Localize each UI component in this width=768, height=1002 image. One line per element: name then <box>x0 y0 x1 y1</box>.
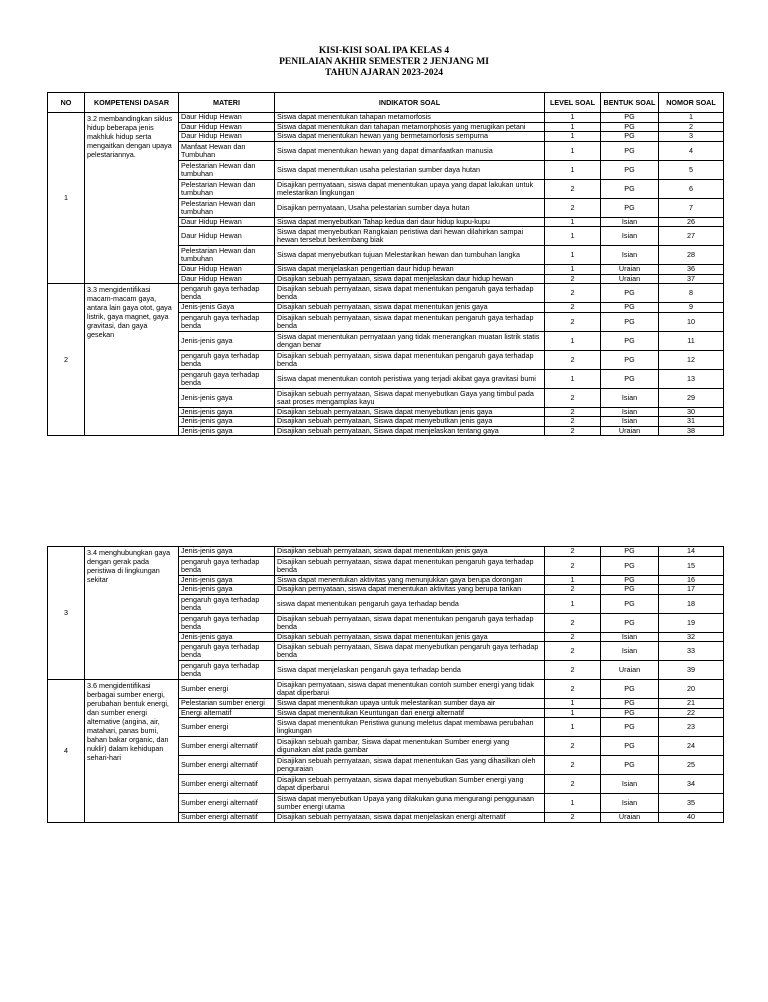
bentuk-cell: PG <box>601 284 659 303</box>
header-nomor-soal: NOMOR SOAL <box>659 93 724 113</box>
bentuk-cell: Isian <box>601 642 659 661</box>
nomor-cell: 9 <box>659 303 724 313</box>
indikator-cell: Siswa dapat menentukan hewan yang bermetamorfosis sempurna <box>275 132 545 142</box>
materi-cell: Sumber energi alternatif <box>179 775 275 794</box>
indikator-cell: Siswa dapat menentukan Peristiwa gunung meletus dapat membawa perubahan lingkungan <box>275 718 545 737</box>
materi-cell: Pelestarian Hewan dan tumbuhan <box>179 246 275 265</box>
indikator-cell: Siswa dapat menyebutkan Rangkaian peristiwa dari hewan dilahirkan sampai hewan tersebut berkembang biak <box>275 227 545 246</box>
table-row <box>48 284 724 303</box>
kompetensi-dasar-cell: 3.4 menghubungkan gaya dengan gerak pada peristiwa di lingkungan sekitar <box>85 547 179 680</box>
kisi-kisi-table-page2 <box>47 546 724 823</box>
level-cell: 1 <box>545 246 601 265</box>
nomor-cell: 4 <box>659 141 724 160</box>
materi-cell: Daur Hidup Hewan <box>179 217 275 227</box>
indikator-cell: Disajikan sebuah pernyataan, Siswa dapat menyebutkan pengaruh gaya terhadap benda <box>275 642 545 661</box>
materi-cell: pengaruh gaya terhadap benda <box>179 284 275 303</box>
bentuk-cell: PG <box>601 708 659 718</box>
nomor-cell: 24 <box>659 737 724 756</box>
level-cell: 2 <box>545 756 601 775</box>
bentuk-cell: Isian <box>601 417 659 427</box>
level-cell: 2 <box>545 312 601 331</box>
indikator-cell: Disajikan sebuah pernyataan, Siswa dapat menyebutkan jenis gaya <box>275 417 545 427</box>
level-cell: 2 <box>545 632 601 642</box>
nomor-cell: 18 <box>659 594 724 613</box>
indikator-cell: Disajikan pernyataan, siswa dapat menentukan contoh sumber energi yang tidak dapat diperbarui <box>275 680 545 699</box>
indikator-cell: Disajikan sebuah pernyataan, siswa dapat menentukan pengaruh gaya terhadap benda <box>275 312 545 331</box>
indikator-cell: Disajikan sebuah pernyataan, Siswa dapat menyebutkan jenis gaya <box>275 407 545 417</box>
kompetensi-dasar-cell: 3.2 membandingkan siklus hidup beberapa jenis makhluk hidup serta mengaitkan dengan upaya pelestariannya. <box>85 113 179 284</box>
bentuk-cell: PG <box>601 585 659 595</box>
materi-cell: Sumber energi <box>179 680 275 699</box>
nomor-cell: 28 <box>659 246 724 265</box>
indikator-cell: Siswa dapat menyebutkan tujuan Melestarikan hewan dan tumbuhan langka <box>275 246 545 265</box>
indikator-cell: Disajikan sebuah pernyataan, siswa dapat menentukan pengaruh gaya terhadap benda <box>275 350 545 369</box>
materi-cell: Jenis-jenis gaya <box>179 585 275 595</box>
nomor-cell: 35 <box>659 794 724 813</box>
bentuk-cell: Uraian <box>601 265 659 275</box>
materi-cell: Jenis-jenis gaya <box>179 331 275 350</box>
indikator-cell: Disajikan sebuah pernyataan, siswa dapat menentukan pengaruh gaya terhadap benda <box>275 284 545 303</box>
bentuk-cell: PG <box>601 312 659 331</box>
level-cell: 2 <box>545 680 601 699</box>
indikator-cell: Siswa dapat menentukan Keuntungan dari energi alternatif <box>275 708 545 718</box>
level-cell: 2 <box>545 775 601 794</box>
indikator-cell: Siswa dapat menentukan usaha pelestarian sumber daya hutan <box>275 160 545 179</box>
header-no: NO <box>48 93 85 113</box>
materi-cell: Jenis-jenis gaya <box>179 417 275 427</box>
nomor-cell: 31 <box>659 417 724 427</box>
nomor-cell: 16 <box>659 575 724 585</box>
level-cell: 1 <box>545 132 601 142</box>
level-cell: 1 <box>545 160 601 179</box>
bentuk-cell: PG <box>601 369 659 388</box>
materi-cell: Daur Hidup Hewan <box>179 227 275 246</box>
level-cell: 1 <box>545 594 601 613</box>
level-cell: 1 <box>545 265 601 275</box>
materi-cell: pengaruh gaya terhadap benda <box>179 613 275 632</box>
level-cell: 2 <box>545 642 601 661</box>
level-cell: 2 <box>545 198 601 217</box>
bentuk-cell: PG <box>601 756 659 775</box>
materi-cell: Daur Hidup Hewan <box>179 265 275 275</box>
nomor-cell: 6 <box>659 179 724 198</box>
bentuk-cell: PG <box>601 132 659 142</box>
level-cell: 1 <box>545 141 601 160</box>
level-cell: 2 <box>545 303 601 313</box>
materi-cell: Energi alternatif <box>179 708 275 718</box>
nomor-cell: 15 <box>659 556 724 575</box>
doc-title-line3: TAHUN AJARAN 2023-2024 <box>324 68 444 78</box>
nomor-cell: 14 <box>659 547 724 557</box>
indikator-cell: Disajikan sebuah pernyataan, siswa dapat menentukan jenis gaya <box>275 303 545 313</box>
nomor-cell: 30 <box>659 407 724 417</box>
table-row <box>48 547 724 557</box>
indikator-cell: Disajikan sebuah pernyataan, siswa dapat menyebutkan Sumber energi yang dapat diperbarui <box>275 775 545 794</box>
bentuk-cell: Isian <box>601 388 659 407</box>
bentuk-cell: Isian <box>601 794 659 813</box>
nomor-cell: 23 <box>659 718 724 737</box>
nomor-cell: 21 <box>659 699 724 709</box>
indikator-cell: Disajikan sebuah pernyataan, siswa dapat menentukan pengaruh gaya terhadap benda <box>275 613 545 632</box>
materi-cell: Sumber energi alternatif <box>179 794 275 813</box>
nomor-cell: 33 <box>659 642 724 661</box>
level-cell: 1 <box>545 575 601 585</box>
indikator-cell: Disajikan sebuah pernyataan, siswa dapat menentukan jenis gaya <box>275 632 545 642</box>
header-indikator-soal: INDIKATOR SOAL <box>275 93 545 113</box>
header-level-soal: LEVEL SOAL <box>545 93 601 113</box>
nomor-cell: 38 <box>659 426 724 436</box>
materi-cell: Sumber energi alternatif <box>179 737 275 756</box>
indikator-cell: Siswa dapat menjelaskan pengertian daur hidup hewan <box>275 265 545 275</box>
level-cell: 1 <box>545 331 601 350</box>
indikator-cell: Siswa dapat menyebutkan Upaya yang dilakukan guna mengurangi penggunaan sumber energi utama <box>275 794 545 813</box>
nomor-cell: 29 <box>659 388 724 407</box>
materi-cell: pengaruh gaya terhadap benda <box>179 369 275 388</box>
bentuk-cell: Isian <box>601 407 659 417</box>
bentuk-cell: PG <box>601 737 659 756</box>
bentuk-cell: PG <box>601 160 659 179</box>
indikator-cell: Siswa dapat menentukan tahapan metamorfosis <box>275 113 545 123</box>
bentuk-cell: PG <box>601 350 659 369</box>
indikator-cell: Disajikan sebuah gambar, Siswa dapat menentukan Sumber energi yang digunakan alat pada gambar <box>275 737 545 756</box>
nomor-cell: 26 <box>659 217 724 227</box>
bentuk-cell: PG <box>601 594 659 613</box>
nomor-cell: 17 <box>659 585 724 595</box>
bentuk-cell: PG <box>601 113 659 123</box>
group-number: 4 <box>48 680 85 823</box>
level-cell: 2 <box>545 426 601 436</box>
group-number: 3 <box>48 547 85 680</box>
doc-title-line1: KISI-KISI SOAL IPA KELAS 4 <box>318 46 450 56</box>
materi-cell: Jenis-jenis gaya <box>179 632 275 642</box>
header-kompetensi-dasar: KOMPETENSI DASAR <box>85 93 179 113</box>
indikator-cell: Siswa dapat menentukan aktivitas yang menunjukkan gaya berupa dorongan <box>275 575 545 585</box>
level-cell: 2 <box>545 274 601 284</box>
materi-cell: Jenis-jenis gaya <box>179 575 275 585</box>
nomor-cell: 22 <box>659 708 724 718</box>
kompetensi-dasar-cell: 3.6 mengidentifikasi berbagai sumber energi, perubahan bentuk energi, dan sumber energi alternative (angina, air, matahari, panas bumi, bahan bakar organic, dan nuklir) dalam kehidupan sehari-hari <box>85 680 179 823</box>
level-cell: 2 <box>545 547 601 557</box>
indikator-cell: Disajikan sebuah pernyataan, Siswa dapat menyebutkan Gaya yang timbul pada saat proses mengamplas kayu <box>275 388 545 407</box>
level-cell: 2 <box>545 350 601 369</box>
level-cell: 1 <box>545 794 601 813</box>
materi-cell: pengaruh gaya terhadap benda <box>179 594 275 613</box>
bentuk-cell: Isian <box>601 217 659 227</box>
indikator-cell: Siswa dapat menentukan dari tahapan metamorphosis yang merugikan petani <box>275 122 545 132</box>
materi-cell: Daur Hidup Hewan <box>179 274 275 284</box>
bentuk-cell: Uraian <box>601 426 659 436</box>
nomor-cell: 12 <box>659 350 724 369</box>
materi-cell: Sumber energi <box>179 718 275 737</box>
nomor-cell: 27 <box>659 227 724 246</box>
nomor-cell: 10 <box>659 312 724 331</box>
materi-cell: Jenis-jenis gaya <box>179 388 275 407</box>
indikator-cell: Disajikan sebuah pernyataan, siswa dapat menentukan Gas yang dihasilkan oleh penguraian <box>275 756 545 775</box>
indikator-cell: Siswa dapat menentukan pernyataan yang tidak menerangkan muatan listrik statis dengan benar <box>275 331 545 350</box>
level-cell: 2 <box>545 388 601 407</box>
bentuk-cell: PG <box>601 198 659 217</box>
materi-cell: pengaruh gaya terhadap benda <box>179 556 275 575</box>
bentuk-cell: Uraian <box>601 274 659 284</box>
bentuk-cell: PG <box>601 556 659 575</box>
materi-cell: pengaruh gaya terhadap benda <box>179 661 275 680</box>
level-cell: 2 <box>545 661 601 680</box>
materi-cell: Jenis-jenis gaya <box>179 426 275 436</box>
nomor-cell: 25 <box>659 756 724 775</box>
indikator-cell: Disajikan sebuah pernyataan, siswa dapat menentukan pengaruh gaya terhadap benda <box>275 556 545 575</box>
header-bentuk-soal: BENTUK SOAL <box>601 93 659 113</box>
nomor-cell: 40 <box>659 813 724 823</box>
nomor-cell: 20 <box>659 680 724 699</box>
bentuk-cell: PG <box>601 547 659 557</box>
bentuk-cell: PG <box>601 718 659 737</box>
materi-cell: Manfaat Hewan dan Tumbuhan <box>179 141 275 160</box>
materi-cell: Sumber energi alternatif <box>179 813 275 823</box>
level-cell: 2 <box>545 737 601 756</box>
bentuk-cell: PG <box>601 680 659 699</box>
level-cell: 2 <box>545 407 601 417</box>
table-row <box>48 113 724 123</box>
bentuk-cell: PG <box>601 699 659 709</box>
materi-cell: pengaruh gaya terhadap benda <box>179 642 275 661</box>
indikator-cell: siswa dapat menentukan pengaruh gaya terhadap benda <box>275 594 545 613</box>
nomor-cell: 2 <box>659 122 724 132</box>
level-cell: 2 <box>545 417 601 427</box>
indikator-cell: Disajikan sebuah pernyataan, siswa dapat menentukan jenis gaya <box>275 547 545 557</box>
nomor-cell: 32 <box>659 632 724 642</box>
header-materi: MATERI <box>179 93 275 113</box>
bentuk-cell: PG <box>601 613 659 632</box>
level-cell: 2 <box>545 284 601 303</box>
level-cell: 1 <box>545 227 601 246</box>
level-cell: 2 <box>545 179 601 198</box>
bentuk-cell: Isian <box>601 775 659 794</box>
bentuk-cell: PG <box>601 122 659 132</box>
level-cell: 1 <box>545 718 601 737</box>
materi-cell: Jenis-jenis gaya <box>179 407 275 417</box>
nomor-cell: 1 <box>659 113 724 123</box>
nomor-cell: 13 <box>659 369 724 388</box>
indikator-cell: Siswa dapat menyebutkan Tahap kedua dari daur hidup kupu-kupu <box>275 217 545 227</box>
level-cell: 1 <box>545 369 601 388</box>
level-cell: 1 <box>545 708 601 718</box>
materi-cell: pengaruh gaya terhadap benda <box>179 350 275 369</box>
doc-title-line2: PENILAIAN AKHIR SEMESTER 2 JENJANG MI <box>279 57 489 67</box>
bentuk-cell: Isian <box>601 227 659 246</box>
materi-cell: Pelestarian Hewan dan tumbuhan <box>179 179 275 198</box>
indikator-cell: Disajikan sebuah pernyataan, siswa dapat menjelaskan daur hidup hewan <box>275 274 545 284</box>
bentuk-cell: PG <box>601 303 659 313</box>
nomor-cell: 7 <box>659 198 724 217</box>
materi-cell: Pelestarian sumber energi <box>179 699 275 709</box>
indikator-cell: Siswa dapat menentukan hewan yang dapat dimanfaatkan manusia <box>275 141 545 160</box>
bentuk-cell: Isian <box>601 246 659 265</box>
nomor-cell: 39 <box>659 661 724 680</box>
nomor-cell: 37 <box>659 274 724 284</box>
nomor-cell: 34 <box>659 775 724 794</box>
nomor-cell: 36 <box>659 265 724 275</box>
indikator-cell: Siswa dapat menjelaskan pengaruh gaya terhadap benda <box>275 661 545 680</box>
indikator-cell: Disajikan pernyataan, Usaha pelestarian sumber daya hutan <box>275 198 545 217</box>
materi-cell: Pelestarian Hewan dan tumbuhan <box>179 160 275 179</box>
table-row <box>48 680 724 699</box>
materi-cell: Daur Hidup Hewan <box>179 113 275 123</box>
materi-cell: Jenis-jenis gaya <box>179 547 275 557</box>
bentuk-cell: PG <box>601 179 659 198</box>
level-cell: 1 <box>545 113 601 123</box>
group-number: 2 <box>48 284 85 436</box>
group-number: 1 <box>48 113 85 284</box>
indikator-cell: Disajikan sebuah pernyataan, siswa dapat menjelaskan energi alternatif <box>275 813 545 823</box>
bentuk-cell: PG <box>601 141 659 160</box>
materi-cell: pengaruh gaya terhadap benda <box>179 312 275 331</box>
bentuk-cell: Uraian <box>601 661 659 680</box>
nomor-cell: 11 <box>659 331 724 350</box>
materi-cell: Daur Hidup Hewan <box>179 132 275 142</box>
level-cell: 2 <box>545 556 601 575</box>
indikator-cell: Disajikan sebuah pernyataan, Siswa dapat menjelaskan tentang gaya <box>275 426 545 436</box>
materi-cell: Jenis-jenis Gaya <box>179 303 275 313</box>
nomor-cell: 19 <box>659 613 724 632</box>
kompetensi-dasar-cell: 3.3 mengidentifikasi macam-macam gaya, antara lain gaya otot, gaya listrik, gaya magnet, gaya gravitasi, dan gaya gesekan <box>85 284 179 436</box>
indikator-cell: Disajikan pernyataan, siswa dapat menentukan aktivitas yang berupa tarikan <box>275 585 545 595</box>
indikator-cell: Disajikan pernyataan, siswa dapat menentukan upaya yang dapat lakukan untuk melestarikan lingkungan <box>275 179 545 198</box>
indikator-cell: Siswa dapat menentukan upaya untuk melestarikan sumber daya air <box>275 699 545 709</box>
bentuk-cell: PG <box>601 331 659 350</box>
materi-cell: Daur Hidup Hewan <box>179 122 275 132</box>
materi-cell: Pelestarian Hewan dan tumbuhan <box>179 198 275 217</box>
kisi-kisi-table-page1 <box>47 92 724 436</box>
level-cell: 1 <box>545 122 601 132</box>
level-cell: 2 <box>545 813 601 823</box>
nomor-cell: 3 <box>659 132 724 142</box>
level-cell: 2 <box>545 585 601 595</box>
bentuk-cell: Uraian <box>601 813 659 823</box>
nomor-cell: 8 <box>659 284 724 303</box>
bentuk-cell: Isian <box>601 632 659 642</box>
materi-cell: Sumber energi alternatif <box>179 756 275 775</box>
bentuk-cell: PG <box>601 575 659 585</box>
level-cell: 1 <box>545 217 601 227</box>
level-cell: 1 <box>545 699 601 709</box>
level-cell: 2 <box>545 613 601 632</box>
indikator-cell: Siswa dapat menentukan contoh peristiwa yang terjadi akibat gaya gravitasi bumi <box>275 369 545 388</box>
nomor-cell: 5 <box>659 160 724 179</box>
